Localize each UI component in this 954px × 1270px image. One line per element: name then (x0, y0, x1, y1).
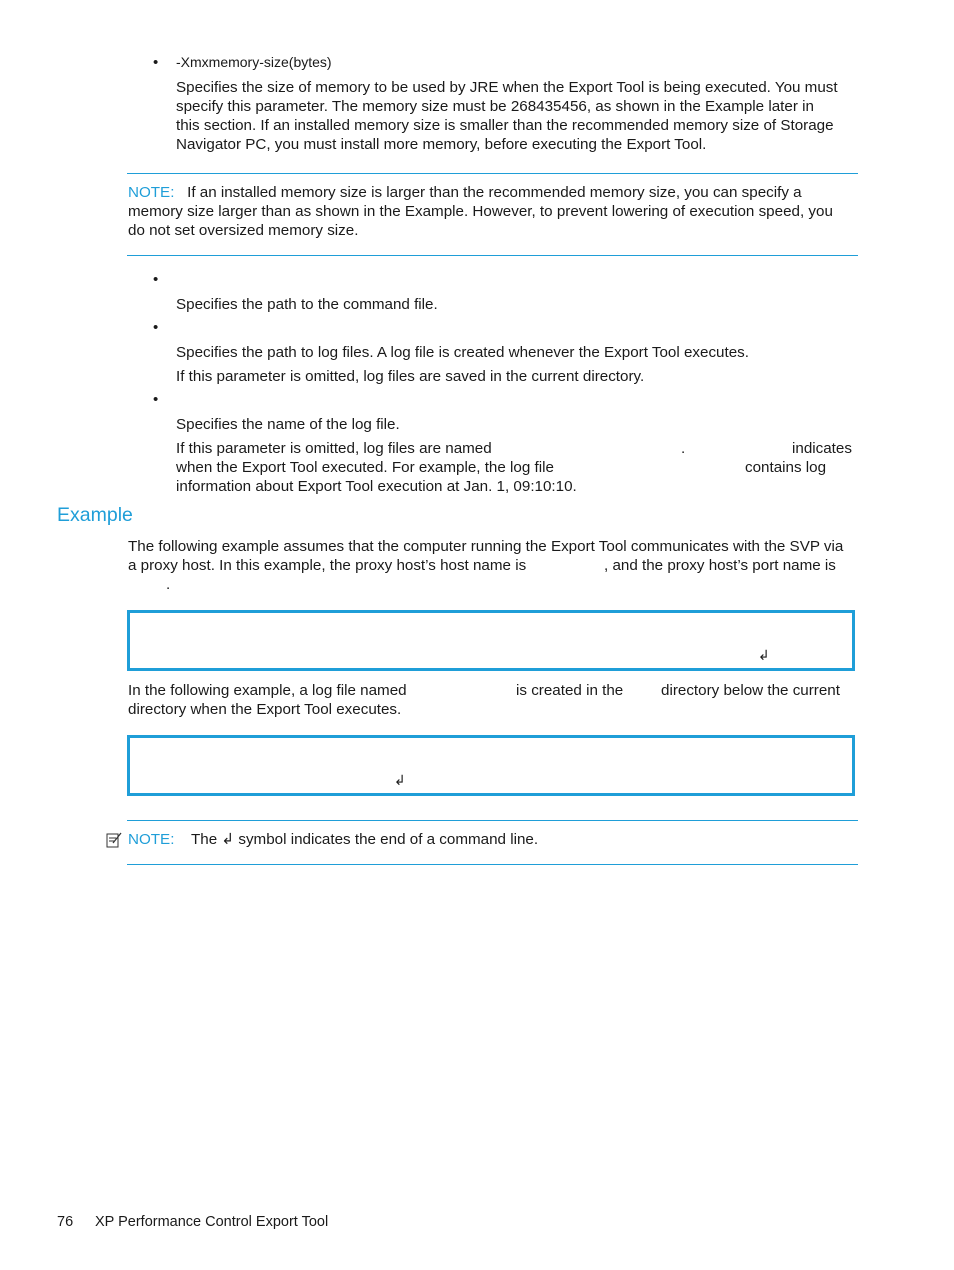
code-example-box (127, 735, 855, 796)
example-paragraph-line: a proxy host. In this example, the proxy host’s host name is (128, 557, 527, 574)
param-desc-line: If this parameter is omitted, log files are named (176, 440, 492, 457)
bullet: • (153, 391, 159, 408)
param-desc-line: Specifies the size of memory to be used by JRE when the Export Tool is being executed. You must (176, 79, 838, 96)
example-paragraph-fragment: , and the proxy host’s port name is (604, 557, 836, 574)
param-name: -Xmxmemory-size(bytes) (176, 54, 332, 70)
param-desc-line: Specifies the path to the command file. (176, 296, 438, 313)
param-fragment: contains log (745, 459, 827, 476)
param-desc-line: this section. If an installed memory size is smaller than the recommended memory size of Storage (176, 117, 834, 134)
param-desc-line: Specifies the name of the log file. (176, 416, 400, 433)
example-paragraph-line: The following example assumes that the computer running the Export Tool communicates with the SVP via (128, 538, 844, 555)
param-desc-line: information about Export Tool execution at Jan. 1, 09:10:10. (176, 478, 577, 495)
note-bottom-rule (127, 864, 858, 865)
note-icon (105, 831, 123, 849)
section-heading: Example (57, 504, 133, 526)
param-desc-line: If this parameter is omitted, log files are saved in the current directory. (176, 368, 645, 385)
note-text-line: memory size larger than as shown in the Example. However, to prevent lowering of execution speed, you (128, 203, 833, 220)
code-example-box (127, 610, 855, 671)
footer-title: XP Performance Control Export Tool (95, 1214, 329, 1230)
note-bottom-rule (127, 255, 858, 256)
note-text: The ↲ symbol indicates the end of a command line. (191, 831, 539, 848)
note-label: NOTE: (128, 831, 175, 848)
param-desc-line: Specifies the path to log files. A log file is created whenever the Export Tool executes. (176, 344, 749, 361)
example-paragraph-fragment: In the following example, a log file named (128, 682, 407, 699)
example-paragraph-line: directory when the Export Tool executes. (128, 701, 402, 718)
return-symbol: ↲ (758, 647, 770, 663)
example-paragraph-fragment: . (166, 576, 171, 593)
note-text-line: do not set oversized memory size. (128, 222, 359, 239)
note-label: NOTE: (128, 184, 175, 201)
return-symbol: ↲ (394, 772, 406, 788)
page-number: 76 (57, 1214, 74, 1230)
bullet: • (153, 54, 159, 71)
bullet: • (153, 319, 159, 336)
note-top-rule (127, 820, 858, 821)
note-text-line: If an installed memory size is larger than the recommended memory size, you can specify a (187, 184, 802, 201)
example-paragraph-fragment: is created in the (516, 682, 624, 699)
note (128, 830, 538, 849)
param-desc-line: when the Export Tool executed. For example, the log file (176, 459, 554, 476)
bullet: • (153, 271, 159, 288)
param-desc-line: specify this parameter. The memory size must be 268435456, as shown in the Example later in (176, 98, 814, 115)
note (128, 183, 802, 202)
param-fragment: indicates (792, 440, 852, 457)
example-paragraph-fragment: directory below the current (661, 682, 840, 699)
param-desc-line: Navigator PC, you must install more memory, before executing the Export Tool. (176, 136, 707, 153)
param-fragment: . (681, 440, 686, 457)
note-top-rule (127, 173, 858, 174)
